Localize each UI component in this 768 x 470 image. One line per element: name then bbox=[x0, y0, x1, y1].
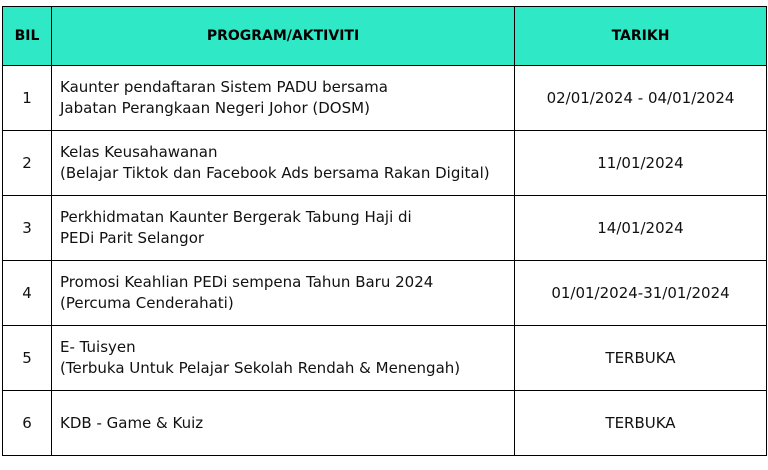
table-header-row bbox=[3, 7, 767, 66]
row-date: TERBUKA bbox=[515, 391, 767, 456]
table-row bbox=[3, 261, 767, 326]
program-line: Perkhidmatan Kaunter Bergerak Tabung Haji di bbox=[60, 208, 412, 226]
row-date: TERBUKA bbox=[515, 326, 767, 391]
row-date: 14/01/2024 bbox=[515, 196, 767, 261]
table-row bbox=[3, 66, 767, 131]
program-line: Kaunter pendaftaran Sistem PADU bersama bbox=[60, 78, 388, 96]
table-row bbox=[3, 391, 767, 456]
header-program: PROGRAM/AKTIVITI bbox=[52, 7, 515, 66]
row-program bbox=[52, 196, 515, 261]
program-line: KDB - Game & Kuiz bbox=[60, 413, 204, 432]
row-program bbox=[52, 131, 515, 196]
header-tarikh: TARIKH bbox=[515, 7, 767, 66]
row-number: 3 bbox=[3, 196, 52, 261]
row-date: 02/01/2024 - 04/01/2024 bbox=[515, 66, 767, 131]
program-line: Jabatan Perangkaan Negeri Johor (DOSM) bbox=[60, 99, 370, 117]
row-program bbox=[52, 66, 515, 131]
program-line: Kelas Keusahawanan bbox=[60, 143, 218, 161]
row-date: 11/01/2024 bbox=[515, 131, 767, 196]
row-number: 5 bbox=[3, 326, 52, 391]
table-row bbox=[3, 326, 767, 391]
row-program bbox=[52, 391, 515, 456]
row-number: 2 bbox=[3, 131, 52, 196]
program-line: E- Tuisyen bbox=[60, 338, 136, 356]
table-row bbox=[3, 196, 767, 261]
row-program bbox=[52, 326, 515, 391]
row-date: 01/01/2024-31/01/2024 bbox=[515, 261, 767, 326]
program-line: (Percuma Cenderahati) bbox=[60, 294, 234, 312]
program-line: PEDi Parit Selangor bbox=[60, 229, 205, 247]
program-line: (Belajar Tiktok dan Facebook Ads bersama Rakan Digital) bbox=[60, 164, 490, 182]
row-program bbox=[52, 261, 515, 326]
table-row bbox=[3, 131, 767, 196]
row-number: 1 bbox=[3, 66, 52, 131]
row-number: 6 bbox=[3, 391, 52, 456]
program-line: Promosi Keahlian PEDi sempena Tahun Baru 2024 bbox=[60, 273, 434, 291]
program-table bbox=[2, 6, 767, 456]
program-table-container bbox=[2, 6, 766, 456]
header-bil: BIL bbox=[3, 7, 52, 66]
program-line: (Terbuka Untuk Pelajar Sekolah Rendah & Menengah) bbox=[60, 359, 461, 377]
row-number: 4 bbox=[3, 261, 52, 326]
